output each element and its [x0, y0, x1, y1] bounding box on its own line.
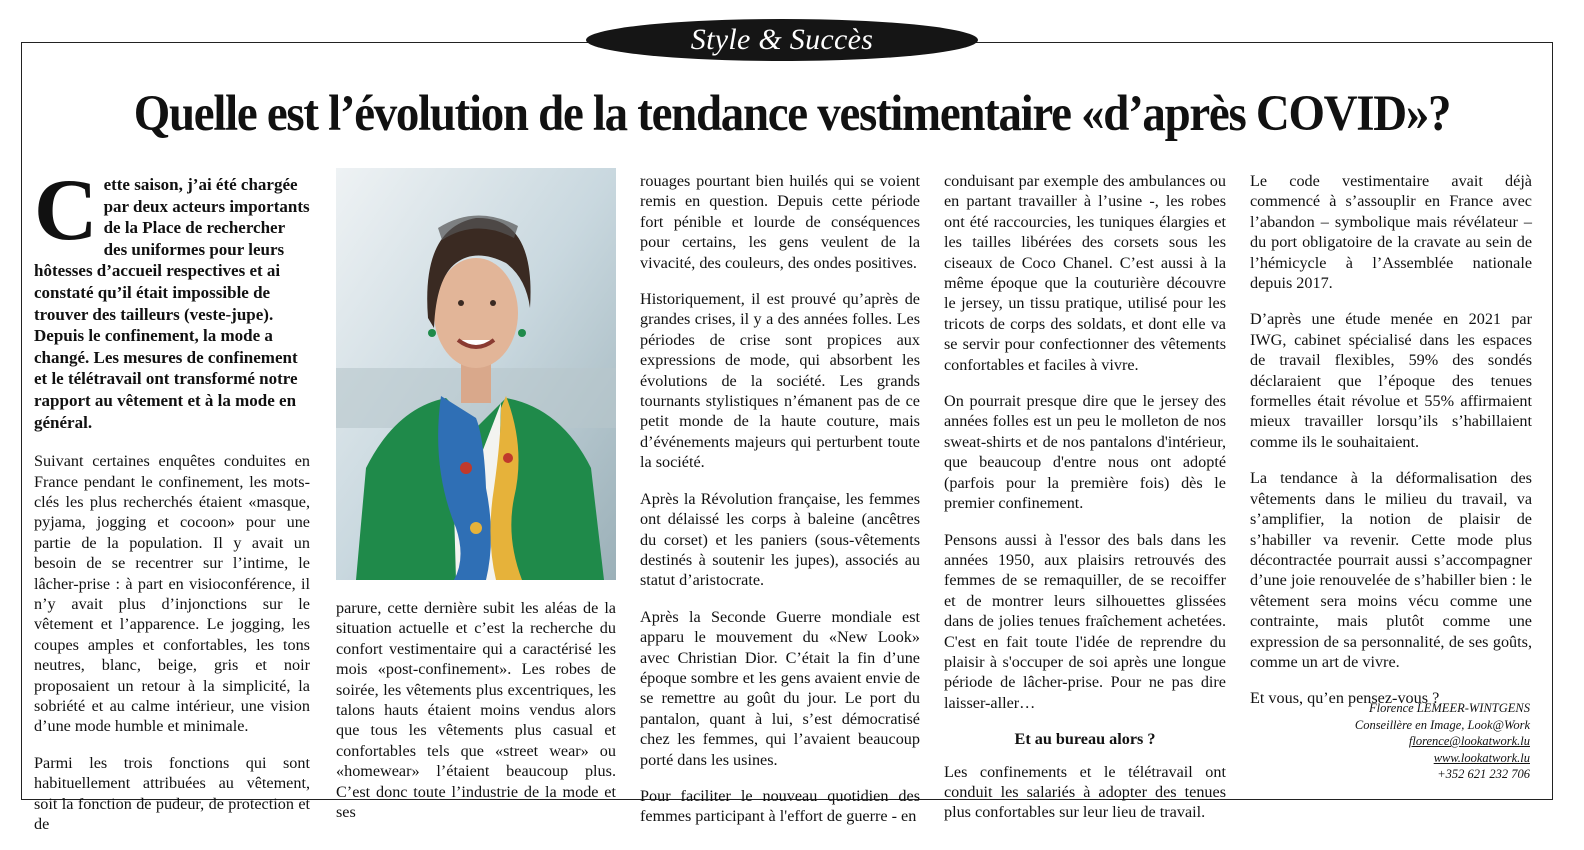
author-name: Florence LEMEER-WINTGENS — [1369, 701, 1530, 715]
section-label: Style & Succès — [690, 23, 874, 56]
paragraph: Historiquement, il est prouvé qu’après de grandes crises, il y a des années folles. Les périodes de crise sont propices aux expressions de mode, qui absorbent les évolutions de la société. Les grands tournants stylistiques n’émanent pas de ce petit monde de la haute couture, mais d’événements majeurs qui perturbent toute la société. — [640, 290, 920, 472]
paragraph: Parmi les trois fonctions qui sont habituellement attribuées au vêtement, soit la fonction de pudeur, de protection et de — [34, 753, 310, 834]
author-website-link[interactable]: www.lookatwork.lu — [1433, 750, 1530, 765]
paragraph: Et vous, qu’en pensez-vous ? — [1250, 689, 1440, 708]
paragraph: D’après une étude menée en 2021 par IWG, cabinet spécialisé dans les espaces de travail flexibles, 59% des sondés déclaraient que l’époque des tenues formelles était révolue et 55% affirmaient mieux travailler lorsqu’ils s’habillaient comme ils le souhaitaient. — [1250, 310, 1532, 451]
author-email-link[interactable]: florence@lookatwork.lu — [1408, 734, 1530, 749]
lead-paragraph — [34, 162, 310, 433]
lead-text: ette saison, j’ai été chargée par deux acteurs importants de la Place de rechercher des uniformes pour leurs hôtesses d’accueil respectives et ai constaté qu’il était impossible de trouver des tailleurs (veste-jupe). Depuis le confinement, la mode a changé. Les mesures de confinement et le télétravail ont transformé notre rapport au vêtement et à la mode en général. — [34, 175, 310, 432]
paragraph: Après la Révolution française, les femmes ont délaissé les corps à baleine (ancêtres du corset) et les paniers (sous-vêtements destinés à soutenir les jupes), associés au statut d’aristocrate. — [640, 489, 920, 590]
column-1 — [34, 162, 310, 850]
paragraph: conduisant par exemple des ambulances ou en partant travailler à l’usine -, les robes ont été raccourcies, les tuniques élargies et les tailles libérées des corsets sous les ciseaux de Coco Chanel. C’est aussi à la même époque que la couturière découvre le jersey, un tissu pratique, utilisé pour les tricots de corps des soldats, et dont elle va se servir pour confectionner des vêtements confortables et faciles à vivre. — [944, 172, 1226, 374]
column-4 — [944, 171, 1226, 839]
paragraph: Pour faciliter le nouveau quotidien des femmes participant à l'effort de guerre - en — [640, 786, 920, 826]
drop-cap: C — [34, 162, 98, 259]
paragraph: parure, cette dernière subit les aléas de la situation actuelle et c’est la recherche du confort vestimentaire qui a caractérisé les mois «post-confinement». Les robes de soirée, les vêtements plus excentriques, les talons hauts étaient moins vendus alors que tous les vêtements plus casual et confortables tels que «street wear» ou «homewear» l’étaient beaucoup plus. C’est donc toute l’industrie de la mode et ses — [336, 599, 616, 822]
portrait-illustration — [336, 168, 616, 580]
subheading: Et au bureau alors ? — [1014, 730, 1156, 749]
author-role: Conseillère en Image, Look@Work — [1354, 717, 1530, 732]
paragraph: On pourrait presque dire que le jersey des années folles est un peu le molleton de nos sweat-shirts et de nos pantalons d'intérieur, que beaucoup d'entre nous ont adopté (parfois pour la première fois) dès le premier confinement. — [944, 392, 1226, 513]
paragraph: Le code vestimentaire avait déjà commencé à s’assouplir en France avec l’abandon – symbolique mais révélateur – du port obligatoire de la cravate au sein de l’hémicycle à l’Assemblée nationale depuis 2017. — [1250, 172, 1532, 293]
column-2 — [336, 598, 616, 838]
paragraph: rouages pourtant bien huilés qui se voient remis en question. Depuis cette période fort pénible et lourde de conséquences pour certains, les gens veulent de la vivacité, des couleurs, des ondes positives. — [640, 172, 920, 272]
author-photo — [336, 168, 616, 580]
author-signature — [1280, 700, 1530, 783]
column-3 — [640, 171, 920, 843]
article-headline: Quelle est l’évolution de la tendance vestimentaire «d’après COVID»? — [133, 86, 1451, 142]
column-5 — [1250, 171, 1532, 725]
paragraph: Après la Seconde Guerre mondiale est apparu le mouvement du «New Look» avec Christian Dior. C’était la fin d’une époque sombre et les gens avaient envie de se remettre au goût du jour. Le port du pantalon, quant à lui, s’est démocratisé chez les femmes, qui l’avaient beaucoup porté dans les usines. — [640, 607, 920, 769]
paragraph: Suivant certaines enquêtes conduites en France pendant le confinement, les mots-clés les plus recherchés étaient «masque, pyjama, jogging et cocoon» pour une partie de la population. Il y avait un besoin de se recentrer sur l’intime, le lâcher-prise : à part en visioconférence, il n’y avait plus d’injonctions sur le vêtement et l’apparence. Le jogging, les coupes amples et confortables, les tons neutres, blanc, beige, gris et noir proposaient un retour à la simplicité, la sobriété et au calme intérieur, une vision d’une mode humble et minimale. — [34, 452, 310, 736]
paragraph: Pensons aussi à l'essor des bals dans les années 1950, aux plaisirs retrouvés des femmes de se remaquiller, de se recoiffer et de montrer leurs silhouettes glissées dans de jolies tenues fraîchement achetées. C'est en fait toute l'idée de reprendre du plaisir à s'occuper de soi après une longue période de lâcher-prise. Pour ne pas dire laisser-aller… — [944, 530, 1226, 712]
author-phone: +352 621 232 706 — [1437, 767, 1530, 782]
section-badge — [586, 19, 978, 61]
paragraph: La tendance à la déformalisation des vêtements dans le milieu du travail, va s’amplifier, la notion de plaisir de s’habiller va revenir. Cette mode plus décontractée pourrait aussi s’accompagner d’une joie renouvelée de s’habiller bien : le vêtement sera moins vécu comme une contrainte, mais plutôt comme une expression de sa personnalité, de ses goûts, comme un art de vivre. — [1250, 469, 1532, 671]
paragraph: Les confinements et le télétravail ont conduit les salariés à adopter des tenues plus confortables sur leur lieu de travail. — [944, 762, 1226, 822]
